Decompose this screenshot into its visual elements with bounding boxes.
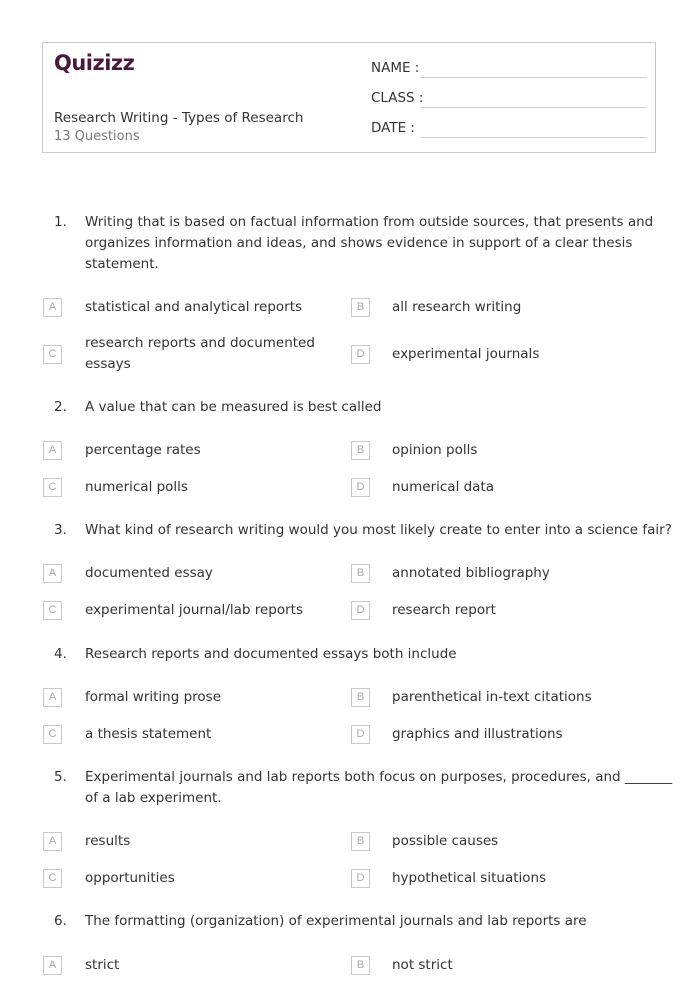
question-count: 13 Questions — [54, 129, 140, 144]
option-text: formal writing prose — [85, 689, 222, 705]
question-number: 1. — [54, 214, 67, 230]
question-line: of a lab experiment. — [85, 790, 222, 806]
question-text: Research reports and documented essays both include — [85, 646, 457, 662]
option-letter-box: D — [351, 478, 370, 497]
option-letter-box: A — [43, 832, 62, 851]
worksheet-header — [42, 42, 656, 153]
option-text: documented essay — [85, 565, 213, 581]
question-number: 4. — [54, 646, 67, 662]
option-text: opportunities — [85, 870, 175, 886]
option-text: hypothetical situations — [392, 870, 547, 886]
option-text: strict — [85, 957, 120, 973]
option-text — [85, 333, 315, 375]
question-text: The formatting (organization) of experimental journals and lab reports are — [85, 913, 587, 929]
option-letter-box: B — [351, 564, 370, 583]
option-text: all research writing — [392, 299, 522, 315]
name-label: NAME : — [371, 60, 420, 76]
option-letter-box: C — [43, 725, 62, 744]
option-letter-box: C — [43, 869, 62, 888]
option-text: annotated bibliography — [392, 565, 550, 581]
option-letter-box: C — [43, 601, 62, 620]
question-line: Writing that is based on factual information from outside sources, that presents and — [85, 214, 654, 230]
question-number: 6. — [54, 913, 67, 929]
option-text: a thesis statement — [85, 726, 212, 742]
question-text — [85, 767, 673, 809]
option-text: numerical data — [392, 479, 495, 495]
option-text: research report — [392, 602, 496, 618]
option-letter-box: B — [351, 688, 370, 707]
option-letter-box: D — [351, 725, 370, 744]
question-line: organizes information and ideas, and shows evidence in support of a clear thesis — [85, 235, 633, 251]
class-label: CLASS : — [371, 90, 424, 106]
option-letter-box: A — [43, 564, 62, 583]
option-letter-box: B — [351, 956, 370, 975]
option-text: results — [85, 833, 131, 849]
option-letter-box: A — [43, 688, 62, 707]
option-text: opinion polls — [392, 442, 478, 458]
option-text: possible causes — [392, 833, 499, 849]
option-letter-box: C — [43, 478, 62, 497]
option-letter-box: A — [43, 956, 62, 975]
option-text: graphics and illustrations — [392, 726, 563, 742]
option-letter-box: D — [351, 345, 370, 364]
option-text: not strict — [392, 957, 453, 973]
option-text: statistical and analytical reports — [85, 299, 303, 315]
name-line — [421, 77, 647, 78]
option-letter-box: C — [43, 345, 62, 364]
option-letter-box: B — [351, 832, 370, 851]
question-number: 5. — [54, 769, 67, 785]
class-line — [421, 107, 647, 108]
option-text: parenthetical in-text citations — [392, 689, 592, 705]
quizizz-logo: Quizizz — [54, 51, 135, 75]
option-letter-box: D — [351, 601, 370, 620]
option-letter-box: A — [43, 298, 62, 317]
option-letter-box: B — [351, 441, 370, 460]
option-line: essays — [85, 356, 131, 372]
question-text: What kind of research writing would you most likely create to enter into a science fair? — [85, 522, 672, 538]
option-text: experimental journal/lab reports — [85, 602, 304, 618]
date-label: DATE : — [371, 120, 415, 136]
option-text: experimental journals — [392, 346, 540, 362]
option-letter-box: D — [351, 869, 370, 888]
option-letter-box: A — [43, 441, 62, 460]
question-line: statement. — [85, 256, 159, 272]
question-number: 2. — [54, 399, 67, 415]
date-line — [421, 137, 647, 138]
option-letter-box: B — [351, 298, 370, 317]
option-text: percentage rates — [85, 442, 201, 458]
option-text: numerical polls — [85, 479, 188, 495]
question-line: Experimental journals and lab reports both focus on purposes, procedures, and _______ — [85, 769, 673, 785]
question-text: A value that can be measured is best called — [85, 399, 382, 415]
worksheet-title: Research Writing - Types of Research — [54, 110, 304, 126]
question-text — [85, 212, 665, 275]
option-line: research reports and documented — [85, 335, 315, 351]
question-number: 3. — [54, 522, 67, 538]
